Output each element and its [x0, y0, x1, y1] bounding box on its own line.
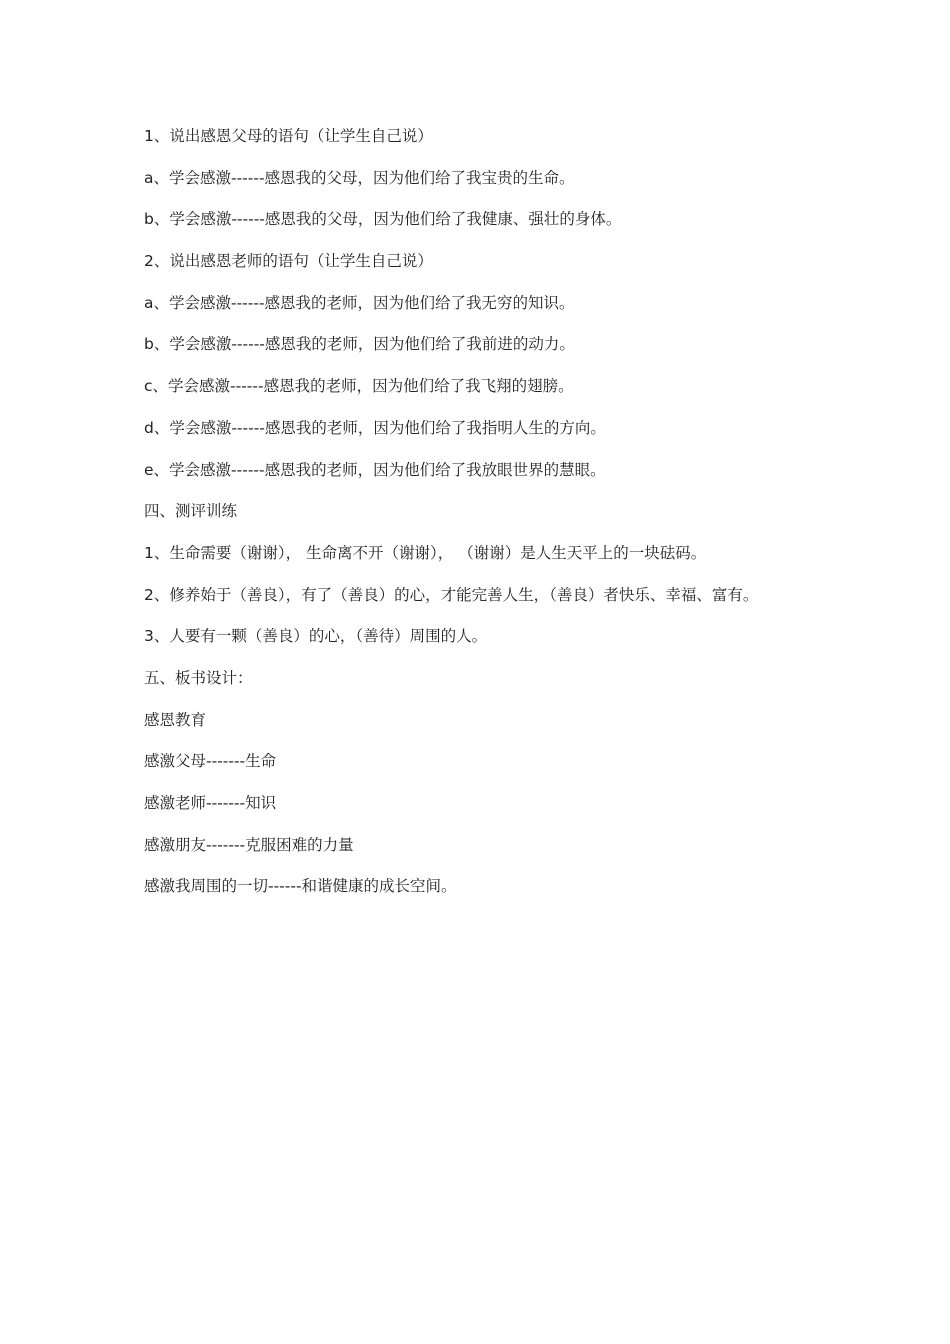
assessment-item-2: 2、修养始于（善良），有了（善良）的心，才能完善人生，（善良）者快乐、幸福、富有。 [144, 585, 759, 604]
teacher-gratitude-heading: 2、说出感恩老师的语句（让学生自己说） [144, 252, 433, 271]
assessment-item-1: 1、生命需要（谢谢）， 生命离不开（谢谢）， （谢谢）是人生天平上的一块砝码。 [144, 543, 707, 562]
assessment-section-heading: 四、测评训练 [144, 502, 238, 521]
board-design-item-friends: 感激朋友-------克服困难的力量 [144, 835, 354, 854]
board-design-item-parents: 感激父母-------生命 [144, 752, 277, 771]
assessment-item-3: 3、人要有一颗（善良）的心，（善待）周围的人。 [144, 627, 488, 646]
teacher-gratitude-item-c: c、学会感激------感恩我的老师，因为他们给了我飞翔的翅膀。 [144, 377, 574, 396]
board-design-item-surroundings: 感激我周围的一切------和谐健康的成长空间。 [144, 877, 457, 896]
teacher-gratitude-item-b: b、学会感激------感恩我的老师，因为他们给了我前进的动力。 [144, 335, 575, 354]
document-body [144, 124, 934, 916]
teacher-gratitude-item-e: e、学会感激------感恩我的老师，因为他们给了我放眼世界的慧眼。 [144, 460, 606, 479]
board-design-item-teachers: 感激老师-------知识 [144, 794, 277, 812]
parent-gratitude-item-b: b、学会感激------感恩我的父母，因为他们给了我健康、强壮的身体。 [144, 210, 622, 229]
parent-gratitude-heading: 1、说出感恩父母的语句（让学生自己说） [144, 127, 433, 145]
teacher-gratitude-item-d: d、学会感激------感恩我的老师，因为他们给了我指明人生的方向。 [144, 418, 606, 437]
board-design-heading: 五、板书设计： [144, 668, 253, 687]
parent-gratitude-item-a: a、学会感激------感恩我的父母，因为他们给了我宝贵的生命。 [144, 168, 575, 187]
board-design-title: 感恩教育 [144, 710, 207, 729]
teacher-gratitude-item-a: a、学会感激------感恩我的老师，因为他们给了我无穷的知识。 [144, 293, 575, 312]
